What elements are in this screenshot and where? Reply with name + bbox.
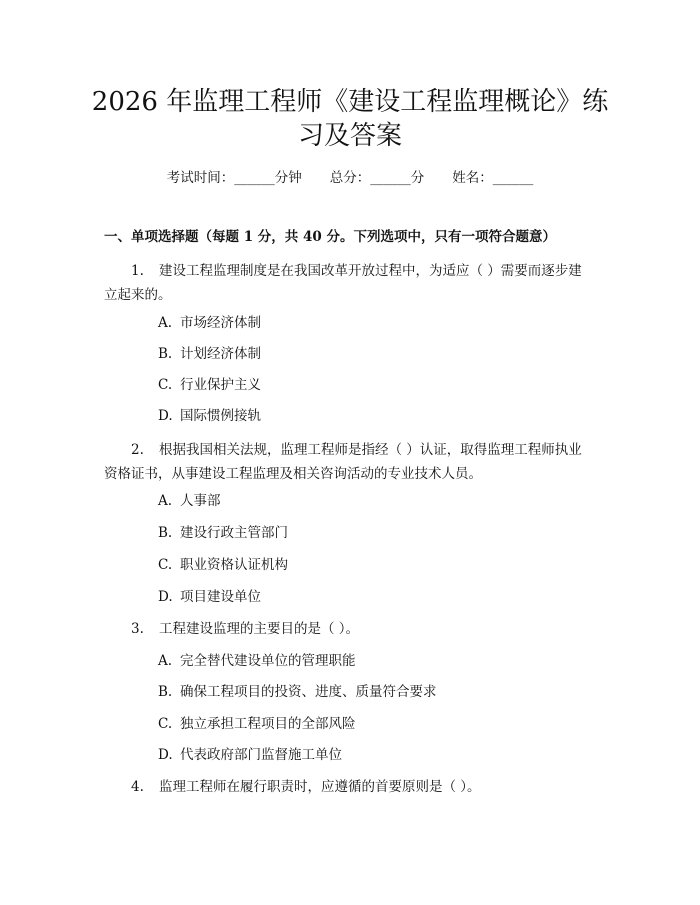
option-text: 国际惯例接轨 (180, 408, 261, 424)
question-2-option-c (158, 555, 288, 575)
question-3-option-b (158, 682, 437, 702)
exam-score-label: 总分： (329, 170, 371, 186)
question-2-line-1 (104, 438, 598, 462)
exam-time-unit: 分钟 (274, 170, 302, 186)
option-text: 市场经济体制 (180, 315, 261, 331)
question-1-option-d (158, 406, 261, 426)
document-title-line-1: 2026 年监理工程师《建设工程监理概论》练 (91, 87, 609, 117)
section-heading: 一、单项选择题（每题 1 分，共 40 分。下列选项中，只有一项符合题意） (104, 229, 556, 245)
exam-time (167, 170, 302, 186)
exam-name (452, 170, 533, 186)
option-text: 项目建设单位 (180, 589, 261, 605)
option-letter: B. (158, 346, 173, 362)
option-letter: B. (158, 684, 173, 700)
question-2-option-a (158, 491, 221, 511)
exam-name-label: 姓名： (452, 170, 493, 186)
option-text: 代表政府部门监督施工单位 (180, 747, 342, 763)
option-letter: B. (158, 525, 173, 541)
question-3-option-d (158, 745, 342, 765)
question-3-number: 3. (131, 621, 144, 637)
question-2 (104, 438, 598, 486)
question-3-line-1 (104, 617, 598, 641)
exam-time-blank: ______ (234, 170, 275, 186)
question-1-option-b (158, 344, 261, 364)
option-text: 独立承担工程项目的全部风险 (180, 716, 356, 732)
document-title-line-2: 习及答案 (297, 121, 402, 151)
exam-score-blank: ______ (370, 170, 411, 186)
question-1 (104, 259, 598, 307)
question-1-option-a (158, 313, 261, 333)
option-letter: D. (158, 408, 173, 424)
option-letter: A. (158, 493, 173, 509)
question-3-text: 工程建设监理的主要目的是（ ）。 (159, 621, 360, 637)
question-2-option-d (158, 587, 261, 607)
question-3-option-c (158, 714, 356, 734)
option-letter: C. (158, 377, 173, 393)
question-3-option-a (158, 651, 356, 671)
option-text: 职业资格认证机构 (180, 557, 288, 573)
exam-info (0, 168, 700, 188)
question-3 (104, 617, 598, 641)
question-2-line-2: 资格证书，从事建设工程监理及相关咨询活动的专业技术人员。 (104, 466, 482, 482)
option-text: 完全替代建设单位的管理职能 (180, 653, 356, 669)
question-2-text: 根据我国相关法规，监理工程师是指经（ ）认证，取得监理工程师执业 (159, 442, 582, 458)
option-text: 人事部 (180, 493, 221, 509)
question-4-line-1 (104, 775, 598, 799)
question-4-text: 监理工程师在履行职责时，应遵循的首要原则是（ ）。 (159, 779, 481, 795)
exam-score-unit: 分 (410, 170, 425, 186)
question-4-number: 4. (131, 779, 144, 795)
question-1-text: 建设工程监理制度是在我国改革开放过程中，为适应（ ）需要而逐步建 (159, 263, 582, 279)
option-letter: D. (158, 747, 173, 763)
option-text: 确保工程项目的投资、进度、质量符合要求 (180, 684, 437, 700)
option-text: 行业保护主义 (180, 377, 261, 393)
option-letter: D. (158, 589, 173, 605)
option-text: 计划经济体制 (180, 346, 261, 362)
option-letter: A. (158, 315, 173, 331)
question-4 (104, 775, 598, 799)
option-letter: C. (158, 557, 173, 573)
question-1-number: 1. (131, 263, 144, 279)
question-1-line-2: 立起来的。 (104, 287, 172, 303)
question-1-option-c (158, 375, 261, 395)
exam-time-label: 考试时间： (166, 170, 235, 186)
question-2-number: 2. (131, 442, 144, 458)
exam-score (330, 170, 425, 186)
option-letter: C. (158, 716, 173, 732)
option-text: 建设行政主管部门 (180, 525, 288, 541)
option-letter: A. (158, 653, 173, 669)
question-2-option-b (158, 523, 288, 543)
question-1-line-1 (104, 259, 598, 283)
exam-name-blank: ______ (492, 170, 534, 186)
